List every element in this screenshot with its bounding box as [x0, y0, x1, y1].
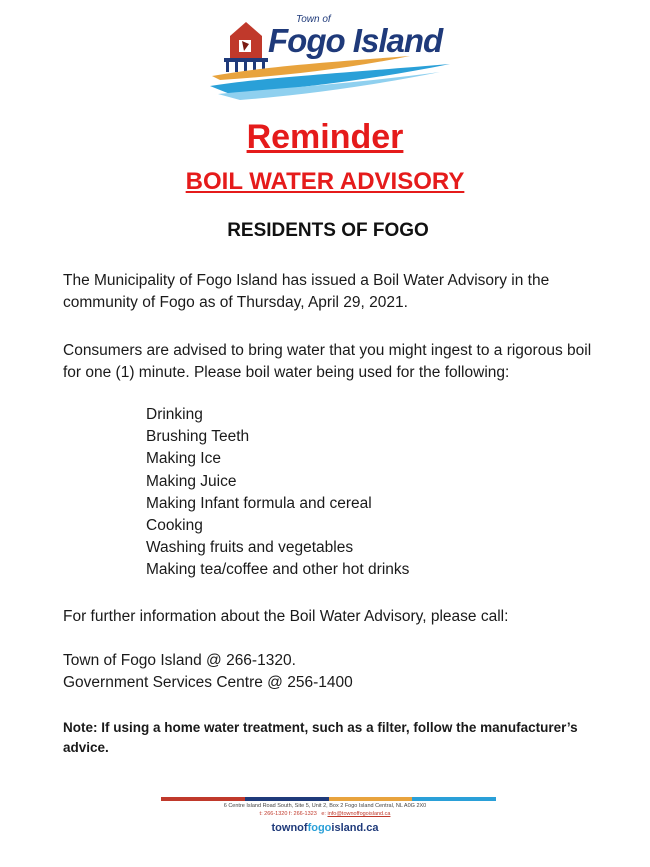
reminder-heading: Reminder — [246, 118, 404, 156]
uses-list — [146, 404, 409, 582]
further-info-paragraph: For further information about the Boil Water Advisory, please call: — [63, 608, 509, 625]
list-item: Brushing Teeth — [146, 428, 250, 446]
footer-color-bar — [161, 797, 496, 801]
advisory-heading: BOIL WATER ADVISORY — [185, 168, 465, 195]
town-logo — [210, 14, 450, 102]
phone-label: t: — [259, 811, 263, 817]
logo-name: Fogo Island — [268, 22, 443, 59]
footer-contact-line — [0, 811, 650, 817]
fax-label: f: — [288, 811, 292, 817]
footer-bar-segment — [329, 797, 413, 801]
list-item: Making Ice — [146, 450, 221, 468]
footer-website-link[interactable] — [0, 822, 650, 834]
contacts-block — [63, 650, 603, 694]
list-item: Drinking — [146, 406, 203, 423]
footer-bar-segment — [161, 797, 245, 801]
list-item: Making Infant formula and cereal — [146, 494, 372, 512]
footer-email-link[interactable]: info@townoffogoisland.ca — [327, 811, 391, 817]
list-item: Cooking — [146, 517, 203, 535]
footer-phone: 266-1320 — [264, 811, 288, 817]
contact-line: Government Services Centre @ 256-1400 — [63, 674, 353, 691]
note-paragraph: Note: If using a home water treatment, such as a filter, follow the manufacturer’s advice. — [63, 720, 578, 755]
website-suffix: island.ca — [331, 822, 379, 834]
list-item: Making Juice — [146, 472, 237, 490]
website-mid: fogo — [307, 822, 332, 834]
footer-fax: 266-1323 — [293, 811, 317, 817]
footer-address: 6 Centre Island Road South, Site 5, Unit 2, Box 2 Fogo Island Central, NL A0G 2X0 — [223, 803, 427, 809]
website-prefix: townof — [271, 822, 308, 834]
footer-bar-segment — [412, 797, 496, 801]
logo-town-of: Town of — [296, 14, 331, 25]
audience-heading: RESIDENTS OF FOGO — [227, 220, 429, 241]
list-item: Making tea/coffee and other hot drinks — [146, 561, 410, 579]
list-item: Washing fruits and vegetables — [146, 539, 354, 557]
instructions-paragraph: Consumers are advised to bring water that you might ingest to a rigorous boil for one (1) minute. Please boil water being used for the following: — [63, 342, 592, 381]
email-label: e: — [321, 811, 326, 817]
contact-line: Town of Fogo Island @ 266-1320. — [63, 652, 296, 669]
footer-bar-segment — [245, 797, 329, 801]
intro-paragraph: The Municipality of Fogo Island has issued a Boil Water Advisory in the community of Fogo as of Thursday, April 29, 2021. — [63, 272, 550, 311]
